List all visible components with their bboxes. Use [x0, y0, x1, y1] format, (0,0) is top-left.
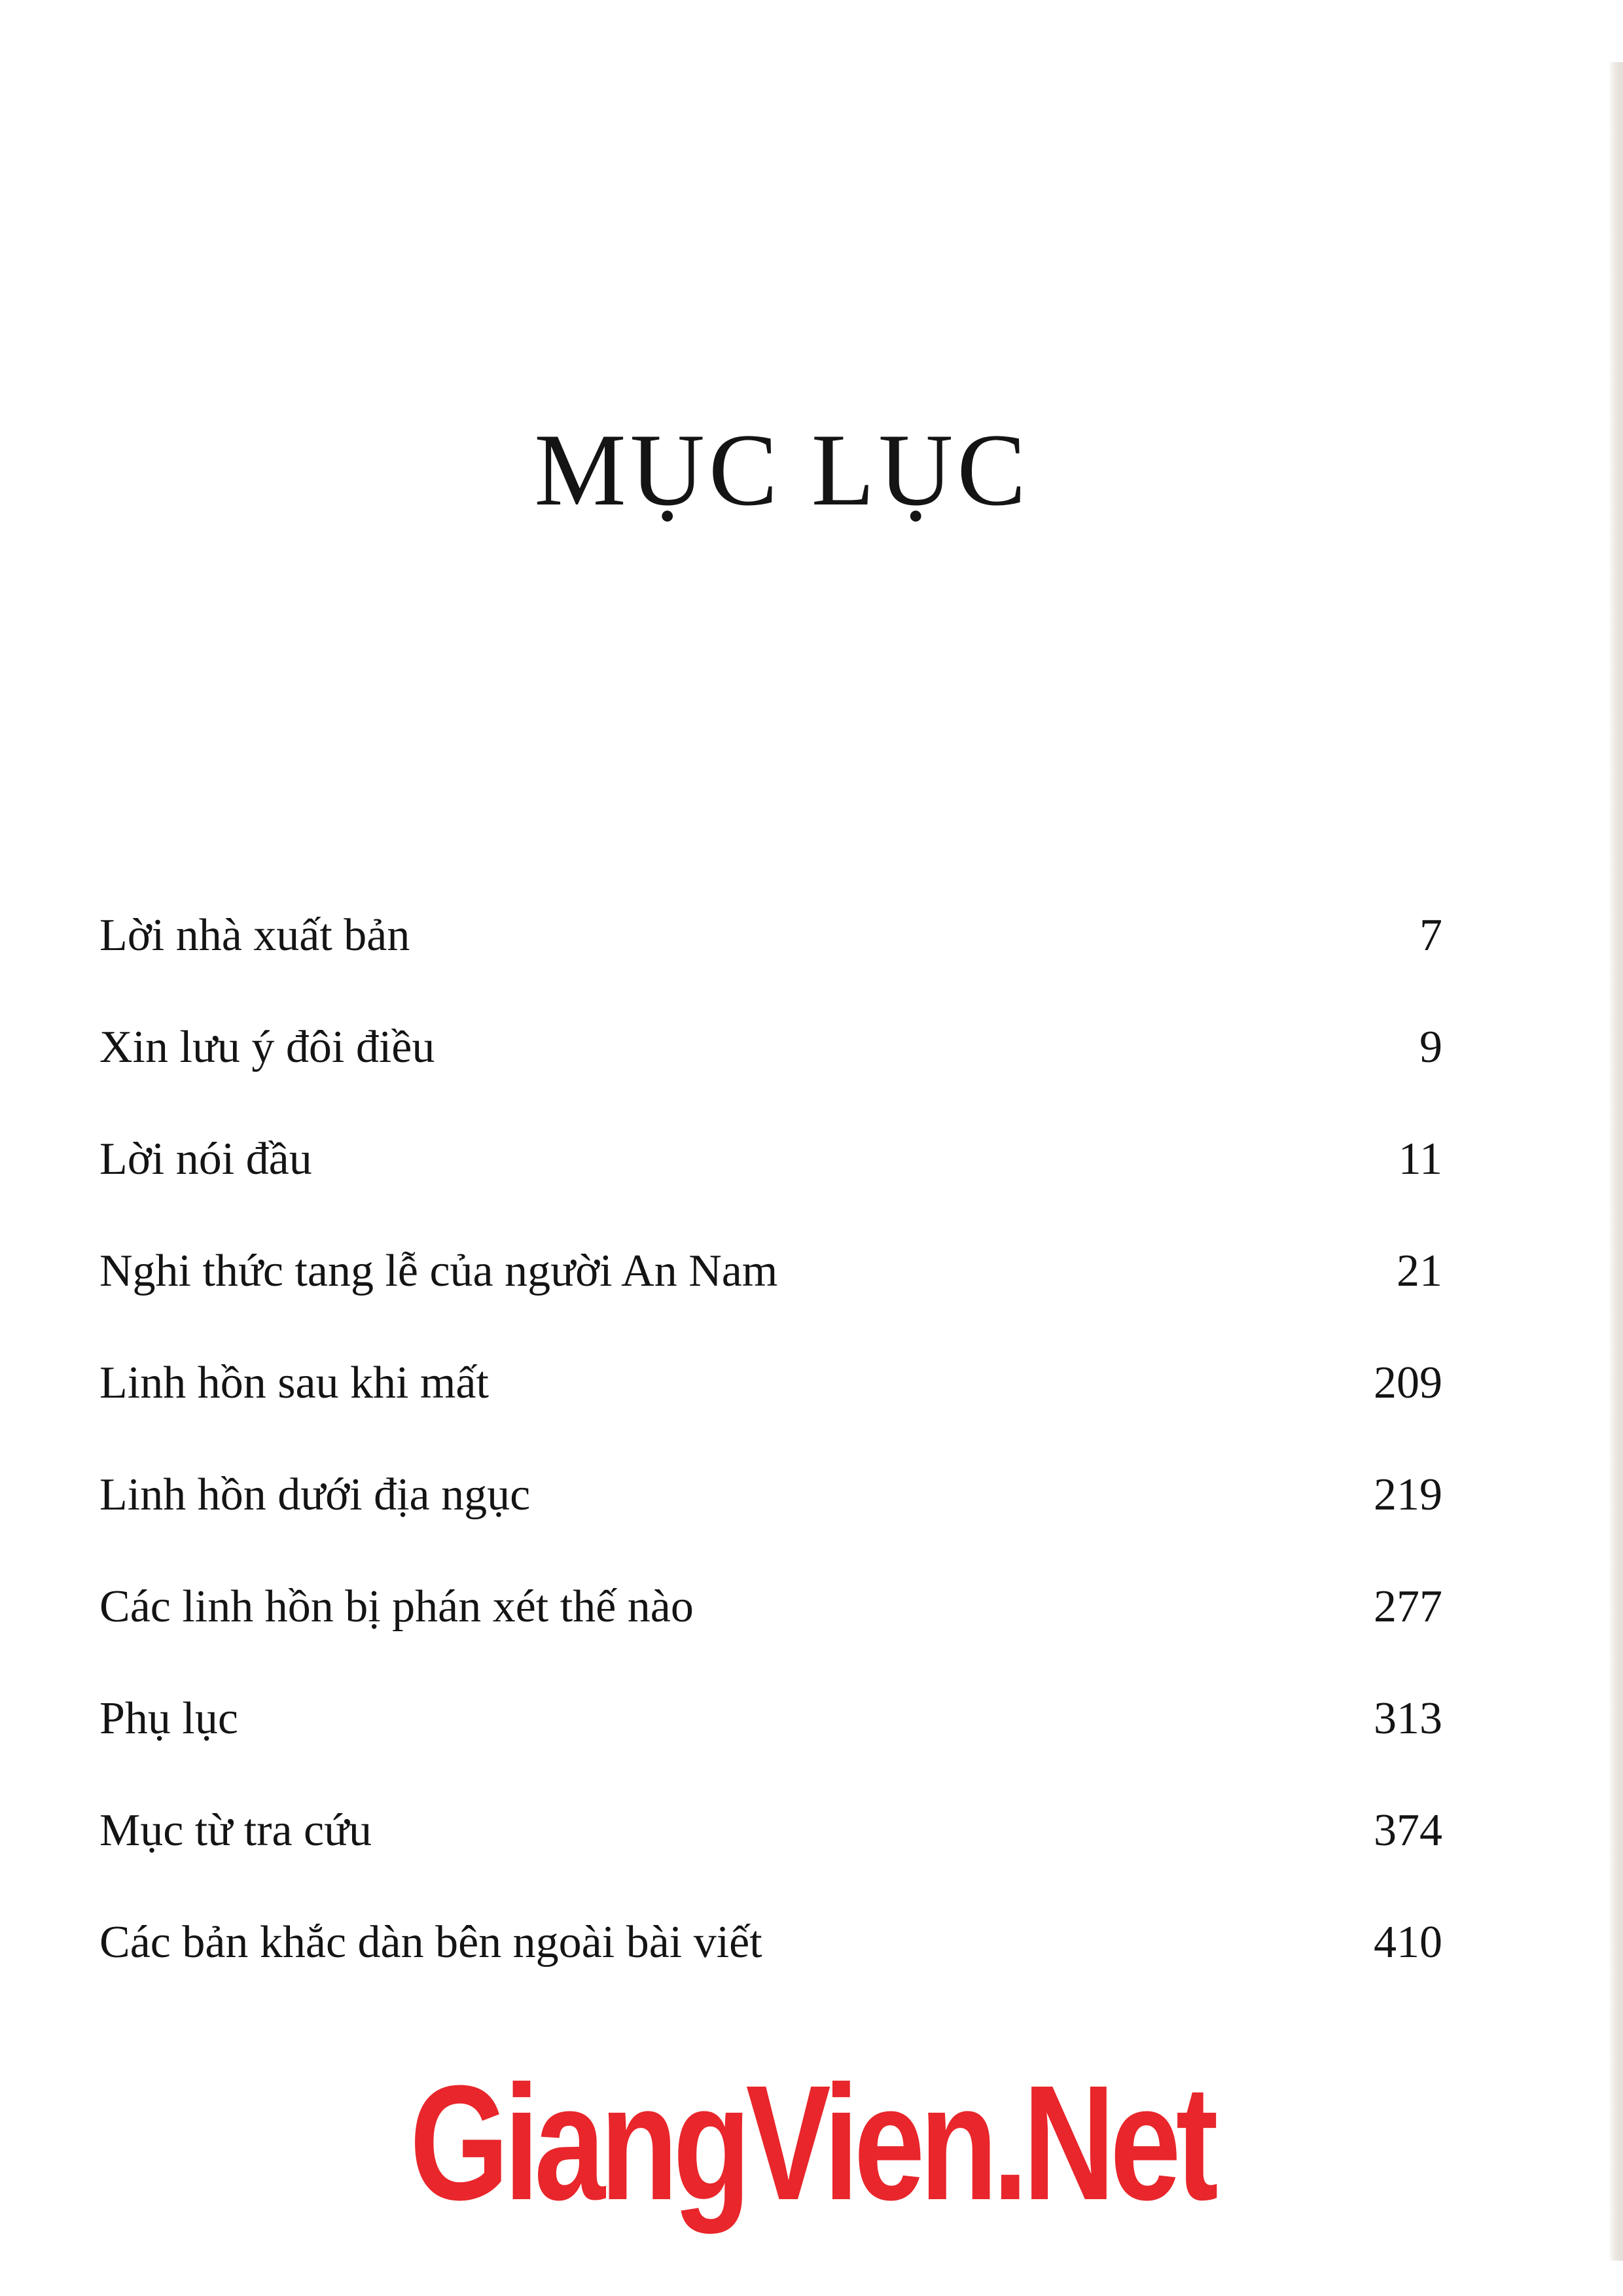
toc-entry [99, 1248, 1442, 1360]
toc-entry-label: Lời nói đầu [99, 1134, 312, 1184]
toc-entry [99, 1472, 1442, 1584]
toc-entry-page: 313 [1374, 1693, 1442, 1744]
toc-entry-label: Các linh hồn bị phán xét thế nào [99, 1581, 694, 1632]
toc-entry [99, 1805, 1442, 1920]
toc-entry-page: 9 [1419, 1022, 1442, 1072]
toc-entry-label: Nghi thức tang lễ của người An Nam [99, 1246, 778, 1296]
toc-entry [99, 1134, 1442, 1248]
toc-entry [99, 1693, 1442, 1808]
toc-entry-label: Mục từ tra cứu [99, 1805, 372, 1856]
toc-entry-page: 11 [1398, 1134, 1442, 1184]
toc-entry-label: Lời nhà xuất bản [99, 910, 410, 961]
toc-entry-label: Phụ lục [99, 1693, 238, 1744]
toc-entry-page: 21 [1397, 1246, 1442, 1296]
toc-entry [99, 910, 1442, 1025]
table-of-contents [99, 910, 1442, 2032]
toc-entry-label: Linh hồn dưới địa ngục [99, 1470, 531, 1520]
toc-entry-page: 219 [1374, 1470, 1442, 1520]
watermark-text: GiangVien.Net [410, 2051, 1213, 2234]
toc-entry-page: 7 [1419, 910, 1442, 961]
toc-entry-label: Linh hồn sau khi mất [99, 1358, 489, 1408]
toc-entry-label: Các bản khắc dàn bên ngoài bài viết [99, 1917, 762, 1968]
toc-entry [99, 1917, 1442, 2032]
toc-entry-page: 410 [1374, 1917, 1442, 1968]
toc-entry-page: 277 [1374, 1581, 1442, 1632]
toc-entry-page: 374 [1374, 1805, 1442, 1856]
page-title: MỤC LỤC [534, 413, 1030, 527]
toc-entry [99, 1022, 1442, 1137]
toc-entry [99, 1360, 1442, 1472]
toc-entry-label: Xin lưu ý đôi điều [99, 1022, 435, 1072]
page-edge-shadow [1609, 62, 1623, 2261]
toc-entry-page: 209 [1374, 1358, 1442, 1408]
toc-entry [99, 1581, 1442, 1696]
